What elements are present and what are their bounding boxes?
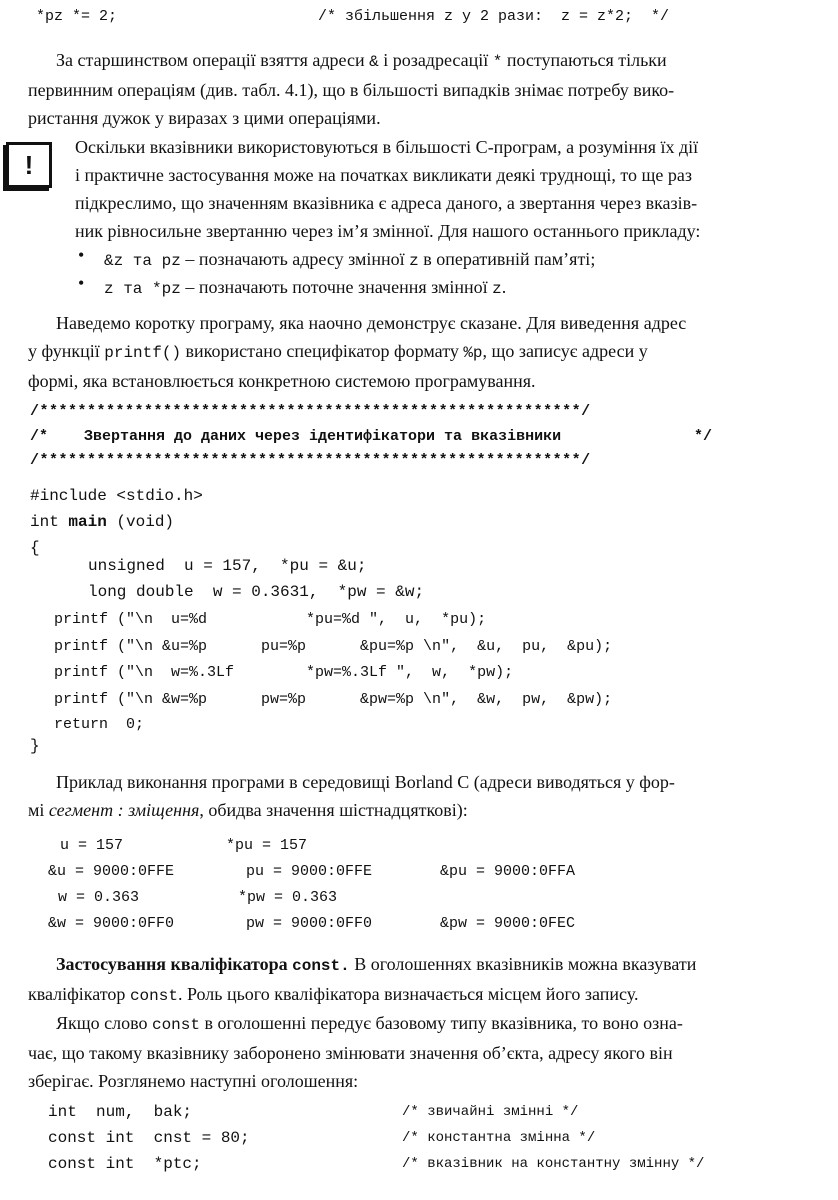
text: – позначають адресу змінної (180, 249, 410, 269)
params: (void) (106, 513, 175, 531)
output-cell: &w = 9000:0FF0 (48, 915, 175, 932)
text-line: підкреслимо, що значенням вказівника є адреса даного, а звертання через вказів- (75, 193, 698, 213)
close-brace: } (30, 737, 40, 755)
output-cell: pw = 9000:0FF0 (246, 915, 373, 932)
text: В оголошеннях вказівників можна вказувати (349, 954, 697, 974)
open-brace: { (30, 539, 40, 557)
code-inline: printf() (104, 344, 182, 362)
comment-border: /*********************************************************/ (30, 452, 591, 469)
paragraph-precedence (28, 46, 818, 132)
code-inline: &z та pz (104, 252, 181, 270)
printf-line: printf ("\n &w=%p pw=%p &pw=%p \n", &w, pw, &pw); (54, 691, 613, 708)
output-cell: w = 0.363 (58, 889, 140, 906)
exclamation-icon: ! (6, 142, 52, 188)
text-line: первинним операціям (див. табл. 4.1), що в більшості випадків знімає потребу вико- (28, 80, 675, 100)
declaration-comment: /* звичайні змінні */ (402, 1104, 579, 1120)
code-inline: z та *pz (104, 280, 181, 298)
comment-border: /*********************************************************/ (30, 403, 591, 420)
bullet-dot: • (78, 245, 85, 265)
code-comment: /* збільшення z у 2 рази: z = z*2; */ (318, 8, 670, 25)
declaration-comment: /* константна змінна */ (402, 1130, 596, 1146)
text: і розадресації (378, 50, 493, 70)
declaration-code: int num, bak; (48, 1103, 193, 1121)
program-title-comment: Звертання до даних через ідентифікатори та вказівники (84, 428, 562, 445)
printf-line: printf ("\n &u=%p pu=%p &pu=%p \n", &u, pu, &pu); (54, 638, 613, 655)
dereference-operator: * (492, 53, 503, 71)
comment-open: /* (30, 428, 49, 445)
return-statement: return 0; (54, 716, 145, 733)
declaration-line: unsigned u = 157, *pu = &u; (88, 557, 367, 575)
bullet-dot: • (78, 273, 85, 293)
section-heading-code: const. (292, 957, 350, 975)
declaration-comment: /* вказівник на константну змінну */ (402, 1156, 705, 1172)
bullet-item-address (104, 245, 595, 275)
code-inline: z (492, 280, 502, 298)
text: , що записує адреси у (482, 341, 648, 361)
keyword: int (30, 513, 69, 531)
text: За старшинством операції взяття адреси (56, 50, 370, 70)
text: кваліфікатор (28, 984, 130, 1004)
text: в оперативній пам’яті; (418, 249, 596, 269)
output-cell: *pw = 0.363 (238, 889, 338, 906)
paragraph-output-intro (28, 768, 818, 824)
text-line: Оскільки вказівники використовуються в більшості С-програм, а розуміння їх дії (75, 137, 699, 157)
text-line: ник рівносильне звертанню через ім’я змінної. Для нашого останнього прикладу: (75, 221, 701, 241)
text-line: Приклад виконання програми в середовищі Borland C (адреси виводяться у фор- (56, 772, 675, 792)
bullet-item-value (104, 273, 506, 303)
note-block (75, 133, 820, 245)
code-inline: %p (463, 344, 483, 362)
text: – позначають поточне значення змінної (180, 277, 493, 297)
text: поступаються тільки (502, 50, 667, 70)
output-cell: &pw = 9000:0FEC (440, 915, 576, 932)
text: мі (28, 800, 49, 820)
output-cell: pu = 9000:0FFE (246, 863, 373, 880)
text-line: Наведемо коротку програму, яка наочно демонструє сказане. Для виведення адрес (56, 313, 687, 333)
paragraph-program-intro (28, 309, 818, 395)
paragraph-const-pointer (28, 1009, 818, 1095)
printf-line: printf ("\n w=%.3Lf *pw=%.3Lf ", w, *pw); (54, 664, 514, 681)
text-line: зберігає. Розглянемо наступні оголошення: (28, 1071, 359, 1091)
text: використано специфікатор формату (181, 341, 464, 361)
output-cell: u = 157 (60, 837, 124, 854)
declaration-code: const int cnst = 80; (48, 1129, 250, 1147)
text: . Роль цього кваліфікатора визначається місцем його запису. (177, 984, 639, 1004)
text: , обидва значення шістнадцяткові): (199, 800, 468, 820)
output-cell: *pu = 157 (226, 837, 308, 854)
code-inline: z (409, 252, 419, 270)
italic-term: сегмент : зміщення (48, 800, 200, 820)
code-inline: const (129, 987, 178, 1005)
function-name: main (68, 513, 107, 531)
declaration-line: long double w = 0.3631, *pw = &w; (88, 583, 425, 601)
code-inline: const (151, 1016, 200, 1034)
output-cell: &u = 9000:0FFE (48, 863, 175, 880)
section-heading: Застосування кваліфікатора (56, 954, 293, 974)
include-directive: #include <stdio.h> (30, 487, 203, 505)
printf-line: printf ("\n u=%d *pu=%d ", u, *pu); (54, 611, 487, 628)
text: . (501, 277, 507, 297)
main-signature (30, 513, 174, 531)
address-operator: & (369, 53, 379, 71)
text-line: формі, яка встановлюється конкретною системою програмування. (28, 371, 536, 391)
text-line: ристання дужок у виразах з цими операціями. (28, 108, 381, 128)
text-line: і практичне застосування може на початках викликати деякі труднощі, то ще раз (75, 165, 692, 185)
code-statement: *pz *= 2; (36, 8, 118, 25)
text-line: чає, що такому вказівнику заборонено змінювати значення об’єкта, адресу якого він (28, 1043, 673, 1063)
text: у функції (28, 341, 105, 361)
comment-close: */ (694, 428, 713, 445)
declaration-code: const int *ptc; (48, 1155, 202, 1173)
output-cell: &pu = 9000:0FFA (440, 863, 576, 880)
paragraph-const-qualifier (28, 950, 818, 1010)
text: Якщо слово (56, 1013, 152, 1033)
text: в оголошенні передує базовому типу вказівника, то воно озна- (199, 1013, 683, 1033)
